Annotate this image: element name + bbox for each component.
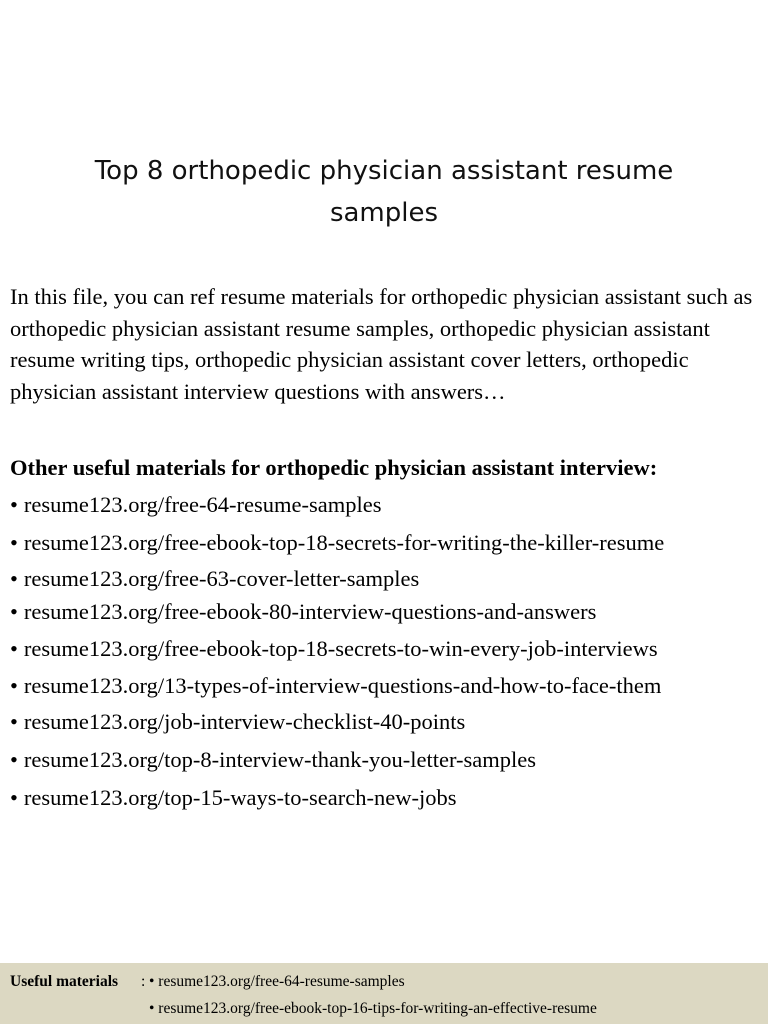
resource-link[interactable]: resume123.org/job-interview-checklist-40-points bbox=[23, 709, 466, 734]
bullet-icon: • bbox=[10, 673, 18, 698]
resource-link[interactable]: resume123.org/13-types-of-interview-questions-and-how-to-face-them bbox=[23, 673, 662, 698]
bullet-icon: • bbox=[10, 709, 18, 734]
footer-bar bbox=[0, 963, 768, 1024]
resource-link[interactable]: resume123.org/top-15-ways-to-search-new-jobs bbox=[23, 785, 457, 810]
bullet-icon: • bbox=[10, 492, 18, 517]
materials-heading: Other useful materials for orthopedic physician assistant interview: bbox=[10, 455, 658, 480]
list-item bbox=[10, 564, 766, 594]
intro-paragraph: In this file, you can ref resume materials for orthopedic physician assistant such as orthopedic physician assistant resume samples, orthopedic physician assistant resume writing tips, orthopedic physician assistant cover letters, orthopedic physician assistant interview questions with answers… bbox=[10, 284, 753, 404]
bullet-icon: • bbox=[10, 747, 18, 772]
page-title: Top 8 orthopedic physician assistant resume samples bbox=[94, 156, 674, 228]
list-item bbox=[10, 634, 766, 664]
bullet-icon: • bbox=[10, 599, 18, 624]
footer-link[interactable]: • resume123.org/free-ebook-top-16-tips-for-writing-an-effective-resume bbox=[149, 1000, 597, 1017]
list-item bbox=[10, 528, 766, 558]
bullet-icon: • bbox=[10, 785, 18, 810]
resource-link[interactable]: resume123.org/top-8-interview-thank-you-letter-samples bbox=[23, 747, 536, 772]
bullet-icon: • bbox=[10, 636, 18, 661]
footer-label: Useful materials bbox=[10, 973, 119, 990]
list-item bbox=[10, 490, 766, 520]
list-item bbox=[10, 671, 766, 701]
list-item bbox=[10, 783, 766, 813]
list-item bbox=[10, 745, 766, 775]
resource-link[interactable]: resume123.org/free-ebook-top-18-secrets-to-win-every-job-interviews bbox=[23, 636, 658, 661]
resource-link[interactable]: resume123.org/free-63-cover-letter-samples bbox=[23, 566, 420, 591]
resource-link[interactable]: resume123.org/free-ebook-80-interview-questions-and-answers bbox=[23, 599, 597, 624]
bullet-icon: • bbox=[10, 566, 18, 591]
footer-separator: : bbox=[141, 973, 146, 990]
footer-link[interactable]: • resume123.org/free-64-resume-samples bbox=[149, 973, 405, 990]
bullet-icon: • bbox=[10, 530, 18, 555]
list-item bbox=[10, 597, 766, 627]
resource-link[interactable]: resume123.org/free-ebook-top-18-secrets-for-writing-the-killer-resume bbox=[23, 530, 665, 555]
list-item bbox=[10, 707, 766, 737]
resource-link[interactable]: resume123.org/free-64-resume-samples bbox=[23, 492, 382, 517]
